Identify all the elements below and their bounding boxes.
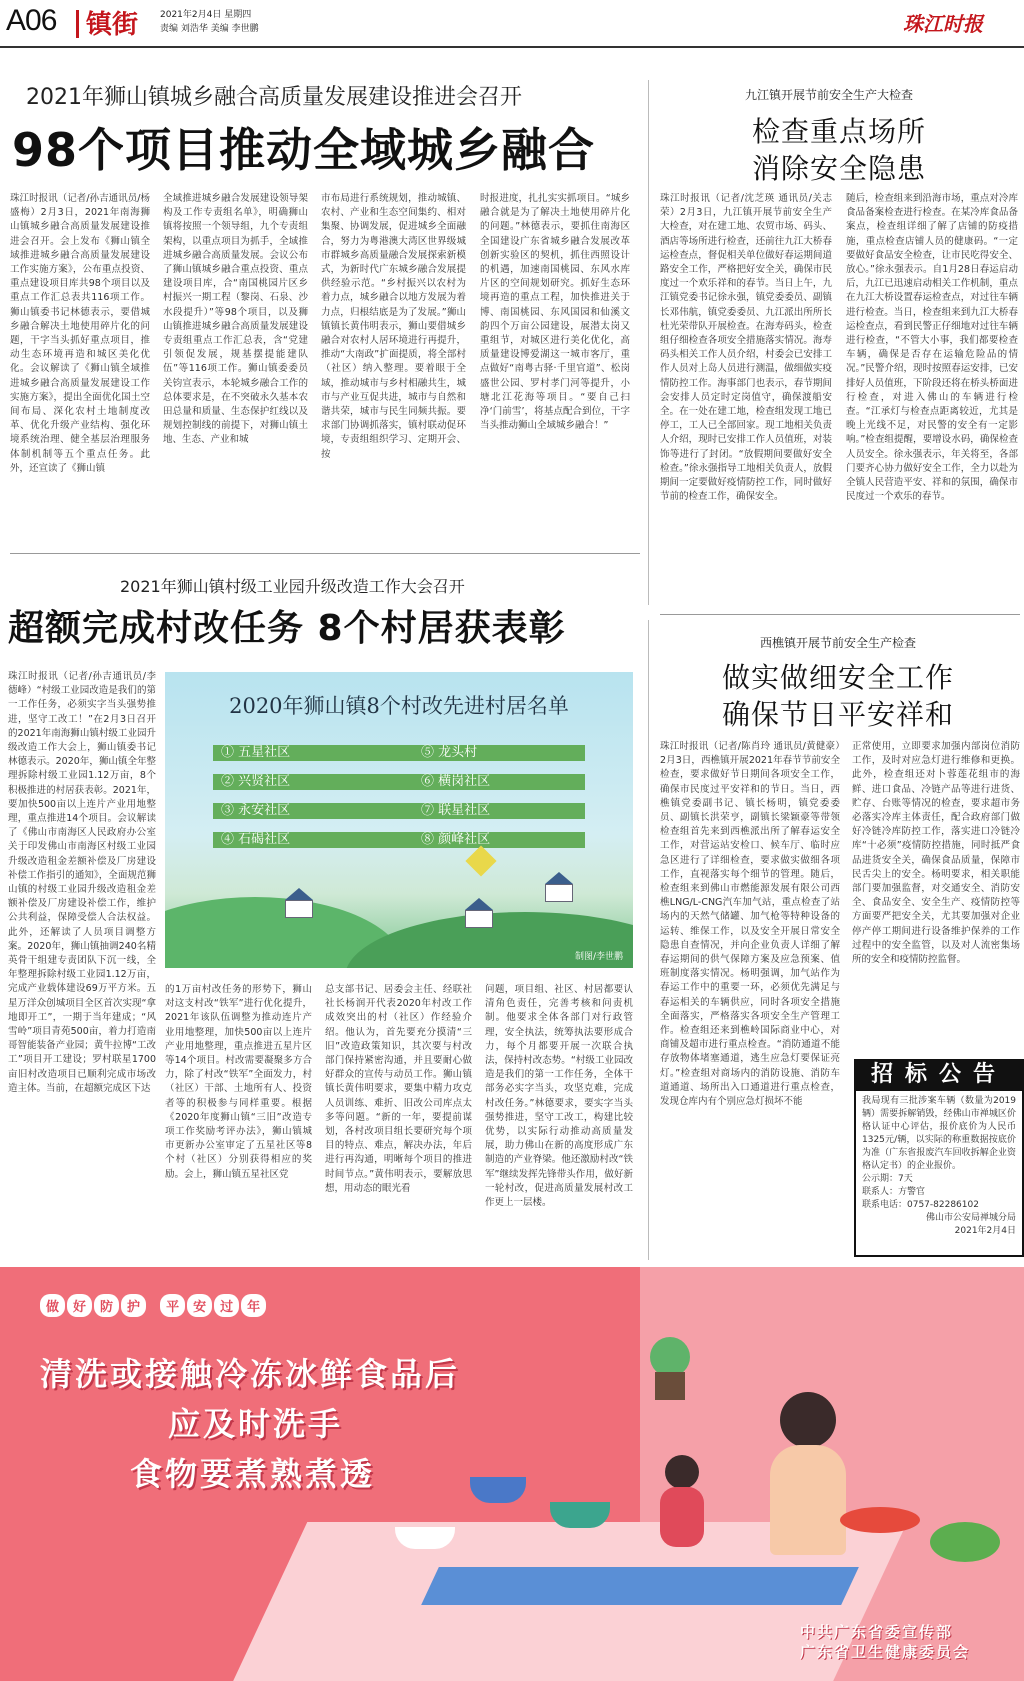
- tender-notice-title: 招标公告: [854, 1059, 1024, 1091]
- article3-col-2: 的1万亩村改任务的形势下，狮山对这支村改“铁军”进行优化提升，2021年该队伍调整为推动连片产业用地整理，加快500亩以上连片产业用地整理，重点推进五星片区等14个项目。村改需要凝聚多方合力，除了村改“铁军”全面发力，村（社区）干部、土地所有人、投资者等的积极参与同样重要。根据《2020年度狮山镇“三旧”改造专项工作奖励考评办法》，狮山镇城市更新办公室审定了五星社区等8个村（社区）分别获得相应的奖励。会上，狮山镇五星社区党: [165, 984, 312, 1180]
- issue-editors: 责编 刘浩华 美编 李世鹏: [160, 24, 259, 34]
- article2-headline-line-1: 检查重点场所: [752, 115, 927, 148]
- poster-line-1: 清洗或接触冷冻冰鲜食品后: [40, 1355, 461, 1393]
- poster-tag: 过: [214, 1294, 239, 1317]
- article3-kicker: 2021年狮山镇村级工业园升级改造工作大会召开: [120, 577, 465, 596]
- bowl-illustration: [395, 1527, 455, 1549]
- poster-tag-row: [40, 1294, 266, 1317]
- poster-issuer: 中共广东省委宣传部 广东省卫生健康委员会: [800, 1623, 971, 1661]
- village-list-infographic: [165, 672, 633, 968]
- kitchen-sink-illustration: [421, 1567, 859, 1605]
- article2-kicker: 九江镇开展节前安全生产大检查: [745, 88, 914, 102]
- section-name: 镇街: [86, 10, 139, 40]
- infographic-title: 2020年狮山镇8个村改先进村居名单: [229, 694, 569, 718]
- tender-notice: [854, 1091, 1024, 1257]
- article1-col-1: 珠江时报讯（记者/孙吉通讯员/杨盛梅）2月3日，2021年南海狮山镇城乡融合高质量发展建设推进会召开。会上发布《狮山镇全域推进城乡融合高质量发展建设工作实施方案》，公布重点投资、重点建设项目库共98个项目以及重点工作汇总表共116项工作。狮山镇委书记林德表示，要借城乡融合解决土地使用碎片化的问题，干字当头抓好重点项目，推动生态环境再造和城区美化优化。会议解读了《狮山镇全域推进城乡融合高质量发展建设工作实施方案》，提出全面优化国土空间布局、深化农村土地制度改革、优化升级产业结构、强化环境系统治理、健全基层治理服务体制机制等五个重点任务。此外，还宣读了《狮山镇: [10, 193, 150, 474]
- poster-tag: 护: [121, 1294, 146, 1317]
- list-item: ② 兴贤社区: [221, 774, 291, 789]
- article2-headline-line-2: 消除安全隐患: [752, 152, 927, 185]
- header-divider: [76, 10, 79, 38]
- column-divider: [648, 80, 649, 605]
- article4-headline-line-2: 确保节日平安祥和: [722, 698, 955, 731]
- house-illustration: [465, 898, 493, 928]
- article3-col-left: 珠江时报讯（记者/孙吉通讯员/李德峰）“村级工业园改造是我们的第一工作任务，必须实字当头强势推进，坚守工改工！”在2月3日召开的2021年南海狮山镇村级工业园升级改造工作大会上，狮山镇委书记林德表示。2020年，狮山镇全年整理拆除村级工业园1.12万亩，8个积极推进的村居获表彰。2021年，要加快500亩以上连片产业用地整理，重点推进14个项目。会议解读了《佛山市南海区人民政府办公室关于印发佛山市南海区村级工业园升级改造租金差额补偿及厂房建设补偿工作指引的通知》，全面规范狮山镇的村级工业园升级改造租金差额补偿及厂房建设补偿工作，维护公共利益，保障受偿人合法权益。此外，还解读了人员项目调整方案。2020年，狮山镇抽调240名精英骨干组建专责团队下沉一线，全年整理拆除村级工业园1.12万亩，完成产业载体建设69万平方米。五星万洋众创城项目全区首次实现“拿地即开工”，一期于当年建成；“风雪岭”项目青苑500亩，着力打造南哥智能装备产业园；黄牛拉博“工改工”项目开工建设；罗村联星1700亩旧村改造项目已顺利完成市场改造主体。当前，在超额完成区下达: [8, 671, 156, 1094]
- person-illustration: [770, 1445, 846, 1555]
- poster-tag: 安: [187, 1294, 212, 1317]
- pot-illustration: [550, 1502, 610, 1528]
- tender-issuer: 佛山市公安局禅城分局: [925, 1213, 1016, 1223]
- article2-col-1: 珠江时报讯（记者/沈芝瑛 通讯员/关志荣）2月3日，九江镇开展节前安全生产大检查，对在建工地、农贸市场、码头、酒店等场所进行检查，还前往九江大桥春运检查点，督促相关单位做好春运期间道路安全工作，严格把好安全关，确保市民度过一个欢乐祥和的春节。当日上午，九江镇党委书记徐永强，镇党委委员、副镇长邓伟航，镇党委委员、九江派出所所长杜光荣带队开展检查。在海寿码头，检查组仔细检查各项安全措施落实情况。海寿码头相关工作人员介绍，村委会已安排工作人员对上岛人员进行测温，做细做实疫情防控工作。海事部门也表示，春节期间会安排人员定时定岗值守，确保渡船安全。在一处在建工地，检查组发现工地已停工，工人已全部回家。现工地相关负责人介绍，现时已安排工作人员值班，对装饰等进行了封闭。“放假期间要做好安全检查。”徐永强指导工地相关负责人，放假期间一定要做好疫情防控工作，同时做好节前的检查工作，确保安全。: [660, 193, 832, 503]
- article3-headline: 超额完成村改任务 8个村居获表彰: [8, 608, 566, 649]
- plant-pot-illustration: [655, 1372, 685, 1400]
- article1-col-2: 全域推进城乡融合发展建设领导架构及工作专责组名单》，明确狮山镇将按照一个领导组，九个专责组架构，以重点项目为抓手，全域推进城乡融合高质量发展。会议公布了狮山镇城乡融合重点投资、重点建设项目库，合“南国桃园片区乡村振兴一期工程（黎岗、石泉、沙水段提升）”等98个项目，以及狮山镇推进城乡融合高质量发展建设专责组重点工作汇总表，含“党建引领促发展，规基摆提能建队伍”等116项工作。狮山镇委委员关钧宣表示，本轮城乡融合工作的总体要求是，在不突破永久基本农田总量和质量、生态保护红线以及规划控制线的前提下，对狮山镇土地、生态、产业和城: [163, 193, 308, 446]
- poster-line-2: 应及时洗手: [168, 1405, 344, 1443]
- tender-date: 2021年2月4日: [954, 1226, 1016, 1236]
- list-item: ④ 石碣社区: [221, 832, 291, 847]
- article1-col-3: 市布局进行系统规划，推动城镇、农村、产业和生态空间集约、相对集聚、协调发展，促进城乡全面融合，努力为粤港澳大湾区世界级城市群城乡高质量融合发展探索新模式，为新时代广东城乡融合发展提供经验示范。“乡村振兴以农村为着力点，城乡融合以地方发展为着力点，归根结底是为了发展。”狮山镇镇长黄伟明表示，狮山要借城乡融合对农村人居环境进行再提升，推动“大南政”扩面提质，将全部村（社区）纳入整理。要着眼于全域，推动城市与乡村相融共生，城市与产业互促共进，城市与自然和谐共荣，城市与民生同频共振。要求部门协调抓落实，镇村联动促环境，专责组组织学习、定期开会、按: [321, 193, 466, 460]
- poster-line-3: 食物要煮熟煮透: [130, 1455, 376, 1493]
- article4-headline-line-1: 做实做细安全工作: [722, 661, 955, 694]
- article3-col-4: 问题，项目组、社区、村居都要认清角色责任，完善考核和问责机制。他要求全体各部门对行政管理，安全执法，统筹执法要形成合力，每个月都要开展一次联合执法，保持村改态势。“村级工业园改造是我们的第一工作任务，全体干部务必实字当头，攻坚克难，完成村改任务。”林德要求，要实字当头强势推进，坚守工改工，构建比较优势，以实际行动推动高质量发展，助力佛山在新的高度形成广东制造的产业脊梁。他还激励村改“铁军”继续发挥先锋带头作用，做好新一轮村改，促进高质量发展村改工作更上一层楼。: [485, 984, 633, 1209]
- tender-body: 我局现有三批涉案车辆（数量为2019辆）需要拆解销毁，经佛山市禅城区价格认证中心评估，报价底价为人民币1325元/辆，以实际的称重数据按底价为准（广东省报废汽车回收拆解企业资格认定书）的企业报价。: [862, 1096, 1016, 1171]
- article4-col-2: 正常使用，立即要求加强内部岗位消防工作，及时对应急灯进行维修和更换。此外，检查组还对卜蓉莲花组市的海鲜、进口食品、冷链产品等进行进货、贮存、台账等情况的检查，要求超市务必落实冷库主体责任，配合政府部门做好冷链冷库防控工作，落实进口冷链冷库“十必须”疫情防控措施，同时抵严食品进货安全关，确保食品质量，保障市民舌尖上的安全。杨明要求，相关职能部门要加强监督，对交通安全、消防安全、食品安全、安全生产、疫情防控等方面要严把安全关，尤其要加强对企业停产停工期间进行设备维护保养的工作过程中的安全监管，以及对人流密集场所的安全和疫情防控监督。: [852, 741, 1020, 966]
- person-illustration: [780, 1392, 836, 1448]
- issue-meta: [160, 8, 259, 36]
- article1-kicker: 2021年狮山镇城乡融合高质量发展建设推进会召开: [26, 85, 522, 110]
- issue-date: 2021年2月4日 星期四: [160, 10, 252, 20]
- article4-col-1: 珠江时报讯（记者/陈肖玲 通讯员/黄健豪）2月3日，西樵镇开展2021年春节节前安全检查，要求做好节日期间各项安全工作，确保市民度过平安祥和的节日。当日，西樵镇党委副书记、镇长杨明，镇党委委员、副镇长洪荣亨，副镇长梁颖豪等带领检查组首先来到西樵派出所了解春运安全工作，对营运站安检口、候车厅、临时应急区进行了详细检查，要求做实做细各项工作，直视落实每个细节的管理。随后，检查组来到佛山市燃能源发展有限公司西樵LNG/L-CNG汽车加气站，重点检查了站场内的天然气储罐、加气枪等特种设备的运转、维保工作，以及安全开展日常安全隐患自查情况，并向企业负责人详细了解春运期间的供气保障方案及应急预案、值班制度落实情况。杨明强调，加气站作为春运工作中的重要一环，必须优先满足与春运相关的车辆供应，同时各项安全措施全面落实，严格落实各项安全生产管理工作。检查组还来到樵岭国际商业中心，对商铺及超市进行重点检查。“消防通道不能存放物体堵塞通道，逃生应急灯要保证亮灯。”检查组对商场内的消防设施、消防车道通道、场所出入口通道进行重点检查，发现仓库内有个别应急灯损坏不能: [660, 741, 840, 1108]
- poster-tag: 防: [94, 1294, 119, 1317]
- list-item: ⑦ 联星社区: [421, 803, 491, 818]
- article1-col-4: 时报进度，扎扎实实抓项目。“城乡融合就是为了解决土地使用碎片化的问题。”林德表示，要抓住南海区全国建设广东省城乡融合发展改革创新实验区的契机，抓住西照设计的机遇，加速南国桃园、东风水库片区的空间规划研究。抓好生态环境再造的重点工程，加快推进关于博、南国桃园、东风国园和仙溪文韵四个万亩公园建设，展潜太岗又重组节，对城区进行美化优化，高质量建设博爱湖这一城市客厅，重点做好“南粤古驿·千里官道”、松岗盛世公园、罗村孝门河等提升，小塘北江花海等项目。“要自己扫净‘门前雪’，将基点配合到位，干字当头推动狮山全域城乡融合！”: [480, 193, 630, 432]
- plant-illustration: [650, 1337, 690, 1377]
- house-illustration: [285, 888, 313, 918]
- section-rule: [660, 614, 1020, 615]
- article4-kicker: 西樵镇开展节前安全生产检查: [760, 636, 917, 650]
- tender-phone: 联系电话：0757-82286102: [862, 1200, 979, 1210]
- article2-col-2: 随后，检查组来到沿海市场，重点对冷库食品备案检查进行检查。在某冷库食品备案点，检查组详细了解了店铺的防疫措施，重点检查店铺人员的健康码。“一定要做好食品安全检查，让市民吃得安全、放心。”徐永强表示。自1月28日春运启动后，九江已迅速启动相关工作机制，重点在九江大桥设置春运检查点，对过往车辆进行检查。当日，检查组来到九江大桥春运检查点，看到民警正仔细地对过往车辆进行检查，“不管大小事，我们都要检查车辆，确保是否存在运输危险品的情况。”民警介绍，现时按照春运安排，已安排好人员值班，下阶段还将在桥头桥面进行检查，对进入佛山的车辆进行检查。“江承灯与检查点距离较近，尤其是晚上光线不足，对民警的安全有一定影响。”检查组提醒，要增设水码，确保检查人员安全。徐永强表示，年关将至，各部门要齐心协力做好安全工作，全力以赴为全镇人民营造平安、祥和的氛围，确保市民度过一个欢乐的春节。: [846, 193, 1018, 503]
- column-divider: [648, 620, 649, 1260]
- tomato-illustration: [840, 1507, 920, 1533]
- list-item: ⑧ 颜峰社区: [421, 832, 491, 847]
- child-illustration: [665, 1455, 699, 1489]
- poster-tag: 平: [160, 1294, 185, 1317]
- public-health-poster: [0, 1267, 1024, 1681]
- poster-tag: 年: [241, 1294, 266, 1317]
- vegetable-illustration: [930, 1522, 1000, 1562]
- kite-illustration: [465, 845, 496, 876]
- list-item: ⑤ 龙头村: [421, 745, 478, 760]
- list-item: ③ 永安社区: [221, 803, 291, 818]
- page-number: A06: [6, 4, 57, 37]
- masthead-logo: 珠江时报: [903, 12, 983, 36]
- page-header: [0, 0, 1024, 46]
- child-illustration: [660, 1487, 704, 1547]
- tender-contact: 联系人：方警官: [862, 1187, 926, 1197]
- poster-tag: 做: [40, 1294, 65, 1317]
- article3-col-3: 总支部书记、居委会主任、经联社社长杨润开代表2020年村改工作成效突出的村（社区）作经验介绍。他认为，首先要充分摸清“三旧”改造政策知识，其次要与村改部门保持紧密沟通，并且要耐心做好群众的宣传与动员工作。狮山镇镇长黄伟明要求，要集中精力攻克人员训练、难折、旧改公司库点太多等问题。“新的一年，要提前谋划，各村改项目组长要研究每个项目的特点、难点，解决办法，年后进行再沟通，明晰每个项目的推进时间节点。”黄伟明表示，要解放思想，用动态的眼光看: [325, 984, 472, 1194]
- article1-headline: 98个项目推动全域城乡融合: [12, 123, 596, 177]
- poster-tag: 好: [67, 1294, 92, 1317]
- infographic-credit: 制图/李世鹏: [574, 952, 623, 962]
- list-item: ⑥ 横岗社区: [421, 774, 491, 789]
- house-illustration: [545, 872, 573, 902]
- pot-illustration: [470, 1477, 526, 1503]
- list-item: ① 五星社区: [221, 745, 291, 760]
- header-rule: [0, 46, 1024, 48]
- tender-period: 公示期：7天: [862, 1174, 913, 1184]
- section-rule: [10, 553, 640, 554]
